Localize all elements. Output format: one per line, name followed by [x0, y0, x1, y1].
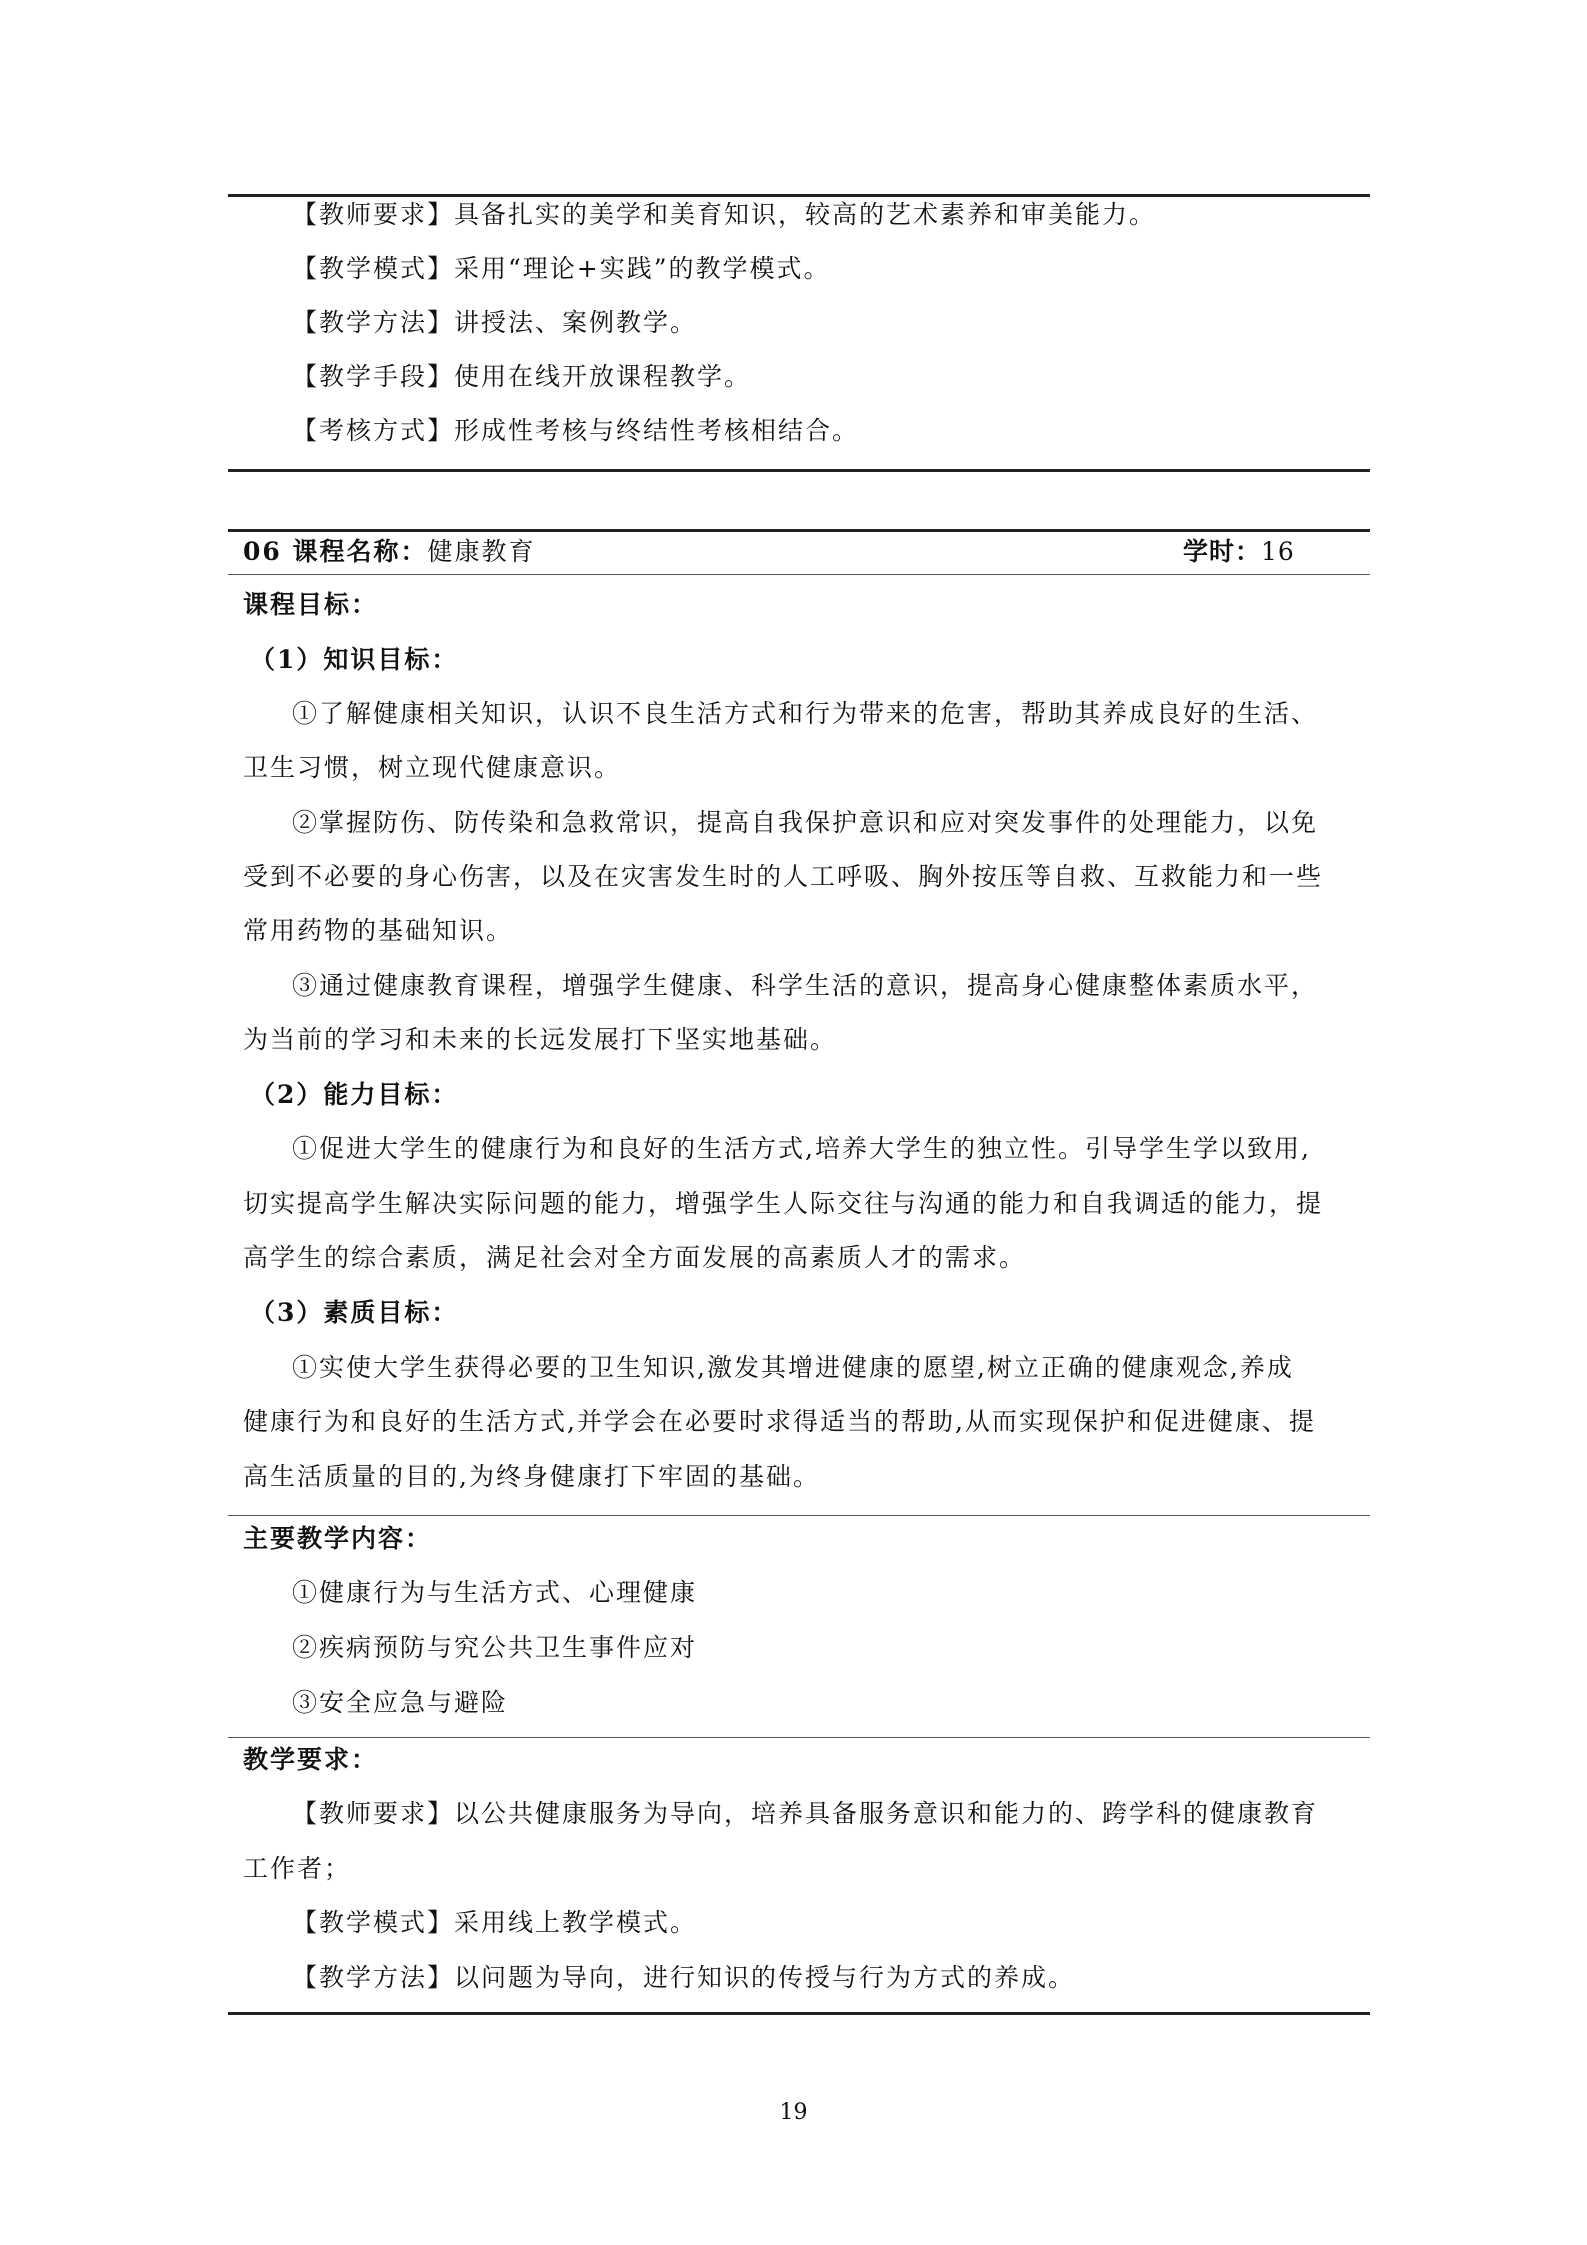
quality-line-2: 健康行为和良好的生活方式,并学会在必要时求得适当的帮助,从而实现保护和促进健康、提	[243, 1407, 1316, 1436]
content-item-1: ①健康行为与生活方式、心理健康	[292, 1578, 698, 1607]
knowledge-item-1-line-1: ①了解健康相关知识，认识不良生活方式和行为带来的危害，帮助其养成良好的生活、	[292, 699, 1319, 728]
requirement-teacher-line-2: 工作者；	[243, 1854, 352, 1883]
knowledge-item-3-line-1: ③通过健康教育课程，增强学生健康、科学生活的意识，提高身心健康整体素质水平，	[292, 971, 1319, 1000]
page-number: 19	[779, 2100, 808, 2125]
prev-teacher-requirement: 【教师要求】具备扎实的美学和美育知识，较高的艺术素养和审美能力。	[292, 200, 1157, 229]
course-hours	[1183, 535, 1295, 569]
content-item-2: ②疾病预防与究公共卫生事件应对	[292, 1633, 698, 1662]
ability-line-1: ①促进大学生的健康行为和良好的生活方式,培养大学生的独立性。引导学生学以致用,	[292, 1134, 1311, 1163]
knowledge-item-2-line-2: 受到不必要的身心伤害，以及在灾害发生时的人工呼吸、胸外按压等自救、互救能力和一些	[243, 862, 1324, 891]
prev-teaching-means: 【教学手段】使用在线开放课程教学。	[292, 362, 752, 391]
course-header-rule	[228, 574, 1370, 575]
table-top-rule	[228, 194, 1370, 197]
prev-teaching-mode: 【教学模式】采用“理论+实践”的教学模式。	[292, 254, 831, 283]
requirement-teaching-method: 【教学方法】以问题为导向，进行知识的传授与行为方式的养成。	[292, 1963, 1076, 1992]
requirements-divider	[228, 1737, 1370, 1738]
content-divider	[228, 1515, 1370, 1516]
course-title-value: 健康教育	[427, 537, 536, 566]
knowledge-item-3-line-2: 为当前的学习和未来的长远发展打下坚实地基础。	[243, 1025, 838, 1054]
quality-heading: （3）素质目标：	[250, 1298, 459, 1327]
course-top-rule	[228, 529, 1370, 532]
course-hours-label: 学时：	[1183, 537, 1262, 566]
quality-line-1: ①实使大学生获得必要的卫生知识,激发其增进健康的愿望,树立正确的健康观念,养成	[292, 1353, 1294, 1382]
course-title	[243, 535, 536, 569]
ability-heading: （2）能力目标：	[250, 1080, 459, 1109]
requirement-teacher-line-1: 【教师要求】以公共健康服务为导向，培养具备服务意识和能力的、跨学科的健康教育	[292, 1799, 1319, 1828]
ability-line-2: 切实提高学生解决实际问题的能力，增强学生人际交往与沟通的能力和自我调适的能力，提	[243, 1189, 1324, 1218]
knowledge-heading: （1）知识目标：	[250, 645, 459, 674]
quality-line-3: 高生活质量的目的,为终身健康打下牢固的基础。	[243, 1462, 820, 1491]
goals-heading: 课程目标：	[243, 590, 379, 619]
knowledge-item-1-line-2: 卫生习惯，树立现代健康意识。	[243, 753, 622, 782]
course-bottom-rule	[228, 2012, 1370, 2015]
prev-assessment: 【考核方式】形成性考核与终结性考核相结合。	[292, 416, 860, 445]
course-hours-value: 16	[1261, 537, 1295, 566]
course-title-label: 06 课程名称：	[243, 537, 428, 566]
prev-teaching-method: 【教学方法】讲授法、案例教学。	[292, 308, 698, 337]
table-bottom-rule	[228, 469, 1370, 472]
knowledge-item-2-line-1: ②掌握防伤、防传染和急救常识，提高自我保护意识和应对突发事件的处理能力，以免	[292, 808, 1319, 837]
ability-line-3: 高学生的综合素质，满足社会对全方面发展的高素质人才的需求。	[243, 1243, 1027, 1272]
content-item-3: ③安全应急与避险	[292, 1688, 509, 1717]
content-heading: 主要教学内容：	[243, 1524, 433, 1553]
requirements-heading: 教学要求：	[243, 1745, 379, 1774]
knowledge-item-2-line-3: 常用药物的基础知识。	[243, 916, 514, 945]
requirement-teaching-mode: 【教学模式】采用线上教学模式。	[292, 1908, 698, 1937]
